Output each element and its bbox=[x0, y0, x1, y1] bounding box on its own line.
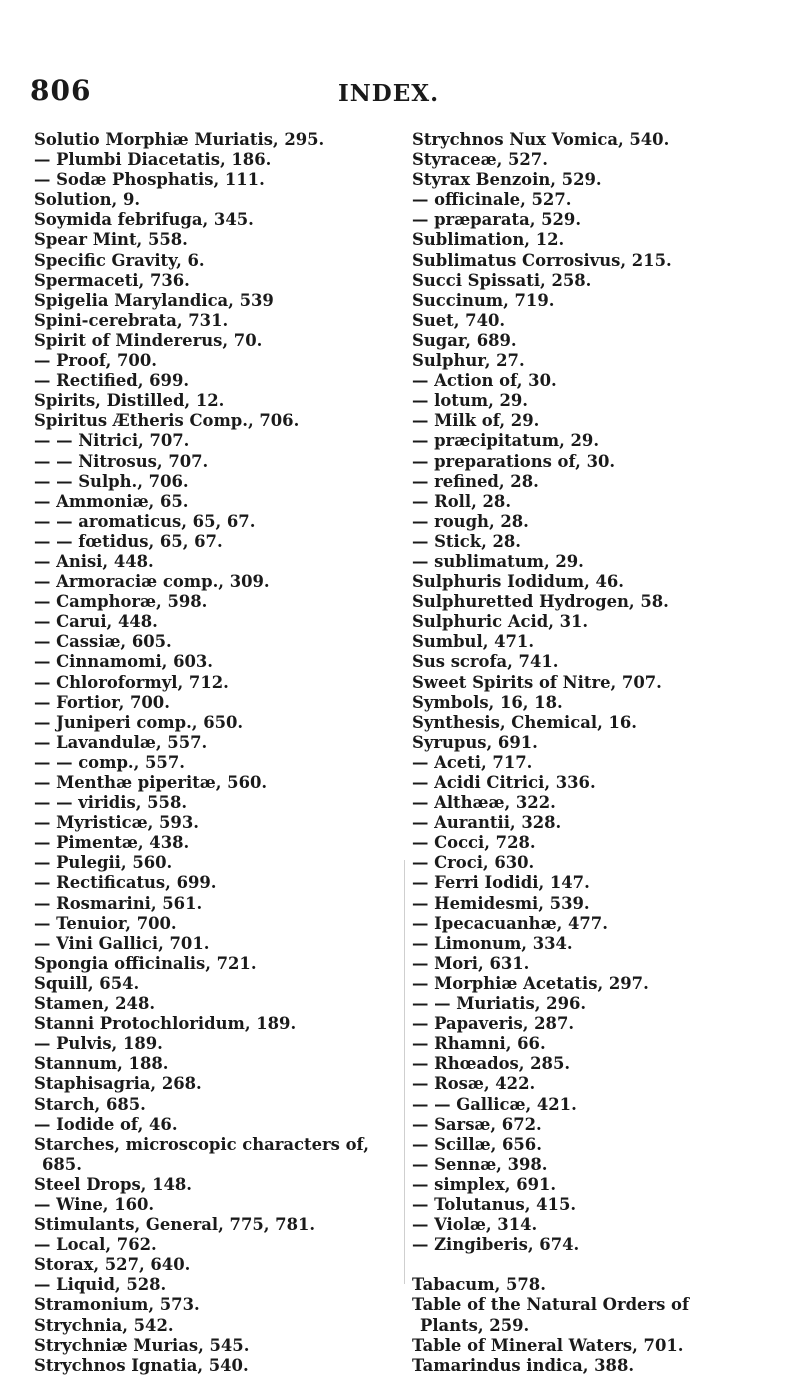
index-entry: Sublimatus Corrosivus, 215. bbox=[412, 250, 672, 270]
index-entry: Sus scrofa, 741. bbox=[412, 652, 559, 672]
index-entry: — — aromaticus, 65, 67. bbox=[34, 511, 256, 531]
index-entry: Styrax Benzoin, 529. bbox=[412, 170, 602, 190]
column-divider bbox=[404, 860, 405, 1284]
index-entry: Plants, 259. bbox=[420, 1315, 530, 1335]
index-entry: Stannum, 188. bbox=[34, 1054, 169, 1074]
index-entry: — Sodæ Phosphatis, 111. bbox=[34, 170, 265, 190]
index-entry: Tabacum, 578. bbox=[412, 1275, 546, 1295]
index-entry: — — Sulph., 706. bbox=[34, 471, 189, 491]
index-entry: Strychnos Ignatia, 540. bbox=[34, 1355, 249, 1375]
index-entry: Sumbul, 471. bbox=[412, 632, 535, 652]
index-entry: — Ferri Iodidi, 147. bbox=[412, 873, 590, 893]
index-entry: — Cocci, 728. bbox=[412, 833, 536, 853]
index-entry: — Pulegii, 560. bbox=[34, 853, 173, 873]
index-entry: Spirit of Mindererus, 70. bbox=[34, 330, 263, 350]
index-entry: Spiritus Ætheris Comp., 706. bbox=[34, 411, 300, 431]
index-entry: — Chloroformyl, 712. bbox=[34, 672, 229, 692]
index-entry: Staphisagria, 268. bbox=[34, 1074, 202, 1094]
index-entry: Soymida febrifuga, 345. bbox=[34, 210, 254, 230]
index-entry: — Cassiæ, 605. bbox=[34, 632, 172, 652]
index-entry: Sulphuris Iodidum, 46. bbox=[412, 572, 625, 592]
index-entry: — Proof, 700. bbox=[34, 351, 157, 371]
index-entry: Starch, 685. bbox=[34, 1094, 146, 1114]
index-entry: — Mori, 631. bbox=[412, 953, 530, 973]
index-entry: — Tolutanus, 415. bbox=[412, 1194, 577, 1214]
index-entry: — Milk of, 29. bbox=[412, 411, 540, 431]
index-entry: — Rectified, 699. bbox=[34, 371, 190, 391]
index-entry: — præcipitatum, 29. bbox=[412, 431, 600, 451]
index-entry: Steel Drops, 148. bbox=[34, 1174, 192, 1194]
index-entry: Stamen, 248. bbox=[34, 994, 156, 1014]
index-entry: — Croci, 630. bbox=[412, 853, 535, 873]
index-entry: — Liquid, 528. bbox=[34, 1275, 167, 1295]
index-entry: Strychnia, 542. bbox=[34, 1315, 174, 1335]
index-entry: — Rosæ, 422. bbox=[412, 1074, 536, 1094]
index-entry: — Tenuior, 700. bbox=[34, 913, 177, 933]
index-entry: — Juniperi comp., 650. bbox=[34, 712, 244, 732]
index-entry: Succinum, 719. bbox=[412, 290, 555, 310]
index-entry: Spigelia Marylandica, 539 bbox=[34, 290, 274, 310]
index-entry: Sweet Spirits of Nitre, 707. bbox=[412, 672, 662, 692]
running-title: INDEX. bbox=[338, 80, 440, 107]
index-entry: — Violæ, 314. bbox=[412, 1215, 538, 1235]
index-entry: Stanni Protochloridum, 189. bbox=[34, 1014, 297, 1034]
index-entry: — Rectificatus, 699. bbox=[34, 873, 217, 893]
index-entry: Stramonium, 573. bbox=[34, 1295, 200, 1315]
index-entry: — simplex, 691. bbox=[412, 1174, 557, 1194]
index-entry: — lotum, 29. bbox=[412, 391, 529, 411]
index-entry: Squill, 654. bbox=[34, 973, 140, 993]
index-entry: Storax, 527, 640. bbox=[34, 1255, 191, 1275]
index-entry: — Sarsæ, 672. bbox=[412, 1114, 542, 1134]
index-entry: — Limonum, 334. bbox=[412, 933, 573, 953]
index-entry: — Rhœados, 285. bbox=[412, 1054, 571, 1074]
index-entry: — Local, 762. bbox=[34, 1235, 157, 1255]
index-entry: — Cinnamomi, 603. bbox=[34, 652, 214, 672]
index-entry: — Ipecacuanhæ, 477. bbox=[412, 913, 608, 933]
index-entry: Sulphuric Acid, 31. bbox=[412, 612, 589, 632]
page-header bbox=[0, 74, 800, 114]
index-entry: Table of Mineral Waters, 701. bbox=[412, 1335, 684, 1355]
index-entry: — Camphoræ, 598. bbox=[34, 592, 208, 612]
index-entry: — — Muriatis, 296. bbox=[412, 994, 587, 1014]
index-entry: — Scillæ, 656. bbox=[412, 1134, 542, 1154]
index-entry: Strychnos Nux Vomica, 540. bbox=[412, 130, 670, 149]
index-entry: — — Gallicæ, 421. bbox=[412, 1094, 577, 1114]
index-entry: — Ammoniæ, 65. bbox=[34, 491, 189, 511]
index-entry: Spirits, Distilled, 12. bbox=[34, 391, 225, 411]
index-entry: — Fortior, 700. bbox=[34, 692, 170, 712]
index-entry: — Roll, 28. bbox=[412, 491, 512, 511]
index-entry: — Action of, 30. bbox=[412, 371, 557, 391]
index-column-right bbox=[412, 130, 796, 1376]
index-entry: — — Nitrosus, 707. bbox=[34, 451, 209, 471]
index-entry: — Carui, 448. bbox=[34, 612, 158, 632]
index-column-left bbox=[34, 130, 394, 1376]
index-entry: — rough, 28. bbox=[412, 511, 529, 531]
index-entry: Sulphur, 27. bbox=[412, 351, 525, 371]
index-entry: — Morphiæ Acetatis, 297. bbox=[412, 973, 649, 993]
index-entry: Specific Gravity, 6. bbox=[34, 250, 205, 270]
index-entry: — Pulvis, 189. bbox=[34, 1034, 163, 1054]
index-entry: Succi Spissati, 258. bbox=[412, 270, 592, 290]
index-entry: — Rosmarini, 561. bbox=[34, 893, 203, 913]
index-entry: — — Nitrici, 707. bbox=[34, 431, 190, 451]
index-entry: — Pimentæ, 438. bbox=[34, 833, 190, 853]
index-entry: — Menthæ piperitæ, 560. bbox=[34, 773, 268, 792]
index-entry: 685. bbox=[42, 1154, 82, 1174]
index-entry: Sulphuretted Hydrogen, 58. bbox=[412, 592, 669, 612]
index-entry bbox=[412, 1255, 796, 1275]
index-entry: Sugar, 689. bbox=[412, 330, 517, 350]
index-entry: Spear Mint, 558. bbox=[34, 230, 188, 250]
index-entry: Spermaceti, 736. bbox=[34, 270, 190, 290]
index-entry: Starches, microscopic characters of, bbox=[34, 1134, 369, 1154]
page-number: 806 bbox=[30, 74, 92, 107]
index-entry: — Stick, 28. bbox=[412, 531, 521, 551]
index-entry: — Aurantii, 328. bbox=[412, 813, 562, 833]
index-entry: — Rhamni, 66. bbox=[412, 1034, 546, 1054]
index-entry: — Zingiberis, 674. bbox=[412, 1235, 580, 1255]
index-entry: — Anisi, 448. bbox=[34, 551, 154, 571]
index-entry: — officinale, 527. bbox=[412, 190, 572, 210]
index-entry: — — comp., 557. bbox=[34, 752, 185, 772]
index-entry: — Myristicæ, 593. bbox=[34, 813, 199, 833]
index-entry: — — fœtidus, 65, 67. bbox=[34, 531, 223, 551]
index-entry: — Papaveris, 287. bbox=[412, 1014, 575, 1034]
index-entry: Stimulants, General, 775, 781. bbox=[34, 1215, 316, 1235]
index-entry: — Lavandulæ, 557. bbox=[34, 732, 208, 752]
index-entry: — Armoraciæ comp., 309. bbox=[34, 572, 270, 592]
index-entry: Symbols, 16, 18. bbox=[412, 692, 563, 712]
index-entry: Syrupus, 691. bbox=[412, 732, 538, 752]
index-entry: Solution, 9. bbox=[34, 190, 141, 210]
index-entry: — Althææ, 322. bbox=[412, 793, 556, 813]
index-entry: — Plumbi Diacetatis, 186. bbox=[34, 150, 272, 170]
index-entry: — præparata, 529. bbox=[412, 210, 582, 230]
index-entry: — sublimatum, 29. bbox=[412, 551, 584, 571]
index-entry: Tamarindus indica, 388. bbox=[412, 1355, 635, 1375]
index-entry: — — viridis, 558. bbox=[34, 793, 188, 813]
index-entry: — Vini Gallici, 701. bbox=[34, 933, 210, 953]
index-entry: Sublimation, 12. bbox=[412, 230, 565, 250]
index-entry: Strychniæ Murias, 545. bbox=[34, 1335, 250, 1355]
index-entry: — Wine, 160. bbox=[34, 1194, 155, 1214]
index-entry: Spini-cerebrata, 731. bbox=[34, 310, 229, 330]
index-entry: — refined, 28. bbox=[412, 471, 539, 491]
index-entry: — Sennæ, 398. bbox=[412, 1154, 548, 1174]
index-entry: Solutio Morphiæ Muriatis, 295. bbox=[34, 130, 325, 149]
index-entry: — Iodide of, 46. bbox=[34, 1114, 178, 1134]
index-entry: Synthesis, Chemical, 16. bbox=[412, 712, 638, 732]
index-entry: Spongia officinalis, 721. bbox=[34, 953, 257, 973]
index-entry: Styraceæ, 527. bbox=[412, 150, 548, 170]
index-entry: — Hemidesmi, 539. bbox=[412, 893, 590, 913]
index-entry: Suet, 740. bbox=[412, 310, 506, 330]
index-entry: Table of the Natural Orders of bbox=[412, 1295, 690, 1315]
index-entry: — Acidi Citrici, 336. bbox=[412, 773, 596, 792]
index-entry: — preparations of, 30. bbox=[412, 451, 616, 471]
index-entry: — Aceti, 717. bbox=[412, 752, 533, 772]
